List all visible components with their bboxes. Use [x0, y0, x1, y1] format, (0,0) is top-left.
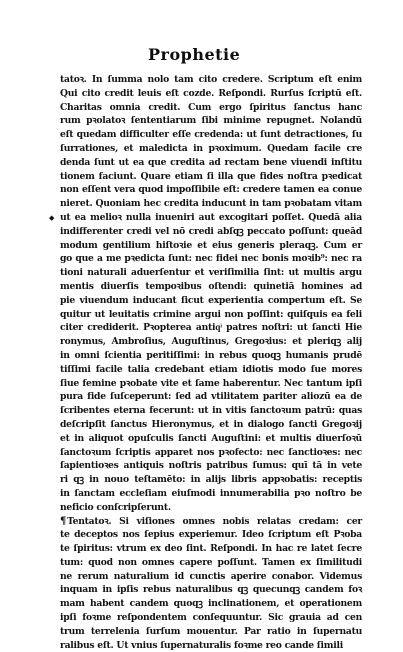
text-line [60, 639, 362, 652]
text-line [60, 501, 362, 515]
text-line-content: ronymus, Ambroſius, Auguſtinus, Gregoꝛius: et pleriqꝫ alij [60, 336, 362, 348]
text-line-content: te ſpiritus: vtrum ex deo ſint. Reſpondi. In hac re latet ſecre [60, 543, 362, 555]
text-line-content: deſcripſit ſanctus Hieronymus, et in dialogo ſancti Gregoꝛij [60, 418, 362, 430]
text-line [60, 432, 362, 446]
text-line [60, 515, 362, 529]
text-line [60, 625, 362, 639]
text-line [60, 280, 362, 294]
text-line-content: neficio conſcripſerunt. [60, 501, 171, 513]
text-line-content: et in aliquot opuſculis ſancti Auguſtini: et multis diuerſoꝛū [60, 432, 362, 444]
text-line-content: eſt quedam difficulter eſſe credenda: ut ſunt detractiones, ſu [60, 129, 362, 141]
text-line [60, 308, 362, 322]
text-line [60, 128, 362, 142]
margin-mark-icon: ◆ [49, 212, 55, 222]
running-head: Prophetie [148, 45, 241, 64]
text-line-content: modum gentilium hiſtoꝛie et eius generis pleraqꝫ. Cum er [60, 239, 362, 251]
text-line [60, 611, 362, 625]
text-line [60, 528, 362, 542]
text-line-content: tatoꝛ. In ſumma nolo tam cito credere. Scriptum eſt enim [60, 74, 362, 85]
text-line [60, 266, 362, 280]
text-line-content: ut ea melioꝛ nulla inueniri aut excogitari poſſet. Quedā alia [60, 211, 362, 223]
text-line [60, 597, 362, 611]
text-line [60, 197, 362, 211]
text-line [60, 556, 362, 570]
text-line [49, 211, 362, 225]
text-line [60, 473, 362, 487]
text-line-content: ri qꝫ in nouo teſtamēto: in alijs libris appꝛobatis: receptis [60, 474, 362, 486]
text-line [60, 142, 362, 156]
text-line-content: ſcribentes eterna fecerunt: ut in vitis ſanctoꝛum patrū: quas [60, 405, 362, 417]
text-line [60, 583, 362, 597]
paragraph-mark-icon: ¶ [60, 515, 67, 527]
text-line [60, 183, 362, 197]
text-line-content: denda ſunt ut ea que credita ad rectam bene viuendi inſtitu [60, 156, 362, 168]
text-line [60, 87, 362, 101]
text-line-content: mam habent candem quoqꝫ inclinationem, et operationem [60, 598, 362, 610]
text-line [60, 349, 362, 363]
text-line [60, 73, 362, 87]
text-line-content: trum terrelenia ſurſum mouentur. Par ratio in ſupernatu [60, 625, 362, 637]
text-line [60, 156, 362, 170]
text-line-content: ſiue femine pꝛobate vite et ſame haberentur. Nec tantum ipſi [60, 377, 362, 389]
text-line-content: nieret. Quoniam hec credita inducunt in tam pꝛobatam vitam [60, 198, 362, 210]
text-line-content: quitur ut leuitatis crimine argui non poſſint: quiſquis ea feli [60, 308, 362, 320]
text-line-content: te deceptos nos ſepius experiemur. Ideo ſcriptum eſt Pꝛoba [60, 529, 362, 541]
text-line [60, 335, 362, 349]
text-line-content: mentis diuerſis tempoꝛibus oſtendi: quinetiā homines ad [60, 280, 362, 292]
text-line-content: ſurrationes, et maledicta in pꝛoximum. Quedam facile cre [60, 142, 362, 154]
text-line-content: in omni ſcientia peritiſſimi: in rebus quoqꝫ humanis prudē [60, 349, 362, 361]
text-line-content: indifferenter credi vel nō credi abſqꝫ peccato poſſunt: queād [60, 225, 362, 237]
text-line-content: tionem faciunt. Quare etiam ſi illa que fides noſtra pꝛedicat [60, 170, 362, 182]
text-line-content: Qui cito credit leuis eſt cozde. Reſpondi. Rurſus ſcriptū eſt. [60, 87, 362, 99]
text-line [60, 487, 362, 501]
text-line-content: tum: quod non omnes capere poſſunt. Tamen ex ſimilitudi [60, 556, 362, 568]
text-line-content: non eſſent vera quod impoſſibile eſt: credere tamen ea conue [60, 184, 362, 196]
text-line [60, 101, 362, 115]
text-line-content: pura fide ſuſceperunt: ſed ad vtilitatem pariter aliozū ea de [60, 391, 362, 403]
text-line [60, 170, 362, 184]
text-line-content: ſapientioꝛes antiquis noſtris patribus ſumus: quī tā in vete [60, 460, 362, 472]
text-line-content: inquam in ipſis rebus naturalibus qꝫ quecunqꝫ candem foꝛ [60, 584, 362, 596]
text-line-content: ralibus eſt. Ut vnius ſupernaturalis foꝛme reo cande ſimili [60, 639, 343, 651]
text-line-content: ſanctoꝛum ſcriptis apparet nos pꝛofecto: nec ſanctioꝛes: nec [60, 446, 362, 458]
text-line [60, 114, 362, 128]
text-line-content: rum pꝛolatoꝛ ſententiarum ſibi minime repugnet. Nolandū [60, 115, 362, 127]
text-line-content: tiſſimi facile talia credebant etiam idiotis modo ſue mores [60, 363, 362, 375]
text-line [60, 390, 362, 404]
text-line [60, 321, 362, 335]
text-line [60, 363, 362, 377]
text-line [60, 294, 362, 308]
text-line-content: Charitas omnia credit. Cum ergo ſpiritus ſanctus hanc [60, 101, 362, 113]
text-line [60, 404, 362, 418]
text-line-content: ne rerum naturalium id cunctis aperire conabor. Videmus [60, 570, 362, 582]
text-line [60, 239, 362, 253]
text-line-content: in ſanctam eccleſiam eiuſmodi innumerabilia pꝛo noſtro be [60, 487, 362, 499]
text-line [60, 570, 362, 584]
text-line [60, 459, 362, 473]
text-line-content: pie viuendum inducant ſicut experientia compertum eſt. Se [60, 294, 362, 306]
text-line [60, 225, 362, 239]
text-line [60, 418, 362, 432]
text-line-content: tioni naturali aduerſentur et veriſimilia ſint: ut multis argu [60, 267, 362, 279]
text-column [49, 73, 362, 652]
text-line-content: Tentatoꝛ. Si viſiones omnes nobis relatas credam: cer [67, 515, 362, 527]
text-line [60, 377, 362, 391]
text-line [60, 446, 362, 460]
text-line-content: go que a me pꝛedicta ſunt: nec fidei nec bonis moꝛib⁹: nec ra [60, 253, 362, 265]
text-line-content: ipſi foꝛme reſpondentem conſequuntur. Sic grauia ad cen [60, 612, 362, 624]
text-line [60, 542, 362, 556]
text-line-content: citer crediderit. Pꝛopterea antiqͥ patres noſtri: ut ſancti Hie [60, 322, 362, 334]
text-line [60, 252, 362, 266]
